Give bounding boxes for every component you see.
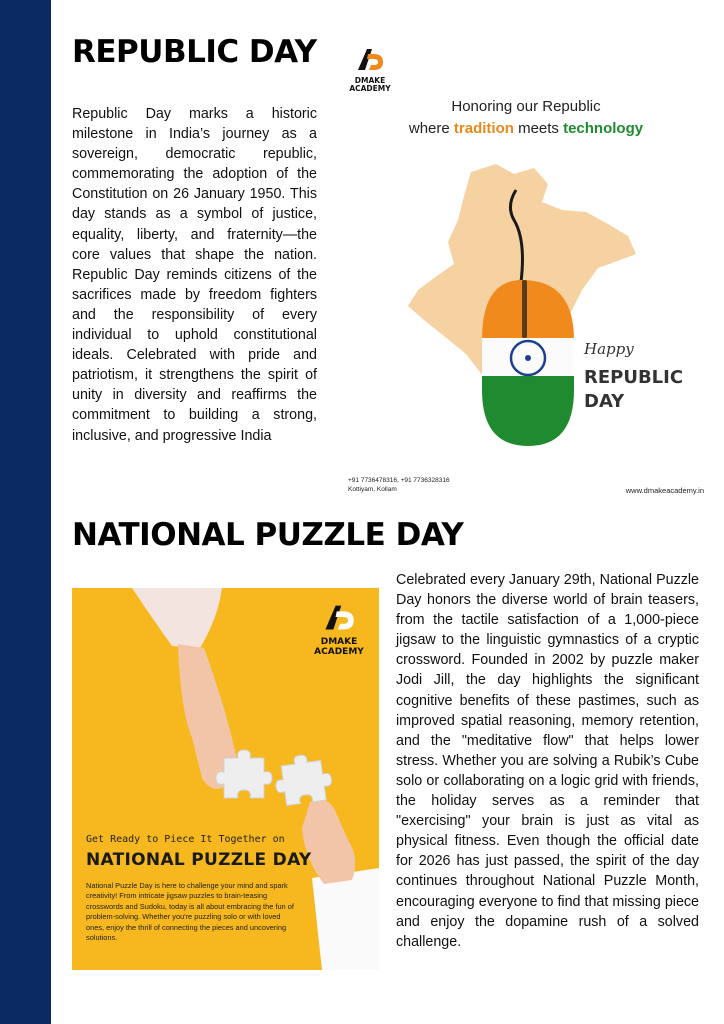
poster-phones: +91 7736478316, +91 7736328316	[348, 477, 450, 484]
dmake-logo	[344, 46, 396, 93]
puzzle-piece-right	[272, 751, 334, 806]
upper-hand-sleeve	[132, 588, 222, 648]
puzzle-day-poster	[72, 588, 379, 970]
republic-day-poster-text	[584, 366, 683, 414]
computer-mouse-flag	[482, 280, 574, 446]
puzzle-poster-tagline: Get Ready to Piece It Together on	[86, 834, 285, 845]
lower-hand-sleeve	[312, 868, 379, 970]
tagline-prefix: where	[408, 120, 454, 137]
lower-hand	[302, 799, 355, 884]
happy-script-text: Happy	[584, 340, 634, 358]
tagline-technology: technology	[563, 120, 644, 137]
poster-tagline-2	[336, 120, 716, 137]
puzzle-poster-body: National Puzzle Day is here to challenge your mind and spark creativity! From intricate jigsaw puzzles to brain-teasing crosswords and Sudoku, today is all about embracing the fun of problem-solving. Whether you're puzzling solo or with loved ones, enjoy the thrill of connecting the pieces and uncovering solutions.	[86, 881, 294, 943]
poster-contact	[348, 476, 450, 494]
logo-name-line2: ACADEMY	[314, 647, 364, 657]
republic-day-paragraph: Republic Day marks a historic milestone in India’s journey as a sovereign, democratic republic, commemorating the adoption of the Constitution on 26 January 1950. This day stands as a symbol of justice, equality, liberty, and fraternity—the core values that shape the nation. Republic Day reminds citizens of the sacrifices made by freedom fighters and the responsibility of every individual to uphold constitutional ideals. Celebrated with pride and patriotism, it strengthens the spirit of unity in diversity and reaffirms the commitment to building a strong, inclusive, and progressive India	[72, 106, 317, 444]
republic-day-heading: REPUBLIC DAY	[72, 34, 317, 70]
dmake-logo-icon	[355, 46, 385, 72]
tagline-tradition: tradition	[453, 120, 514, 137]
logo-name-line2: ACADEMY	[349, 84, 391, 93]
poster-location: Kottiyam, Kollam	[348, 486, 397, 493]
poster-website: www.dmakeacademy.in	[625, 486, 704, 495]
puzzle-day-heading: NATIONAL PUZZLE DAY	[72, 517, 464, 553]
logo-name-line1: DMAKE	[354, 76, 386, 85]
poster-tagline-1: Honoring our Republic	[451, 98, 601, 115]
dmake-logo-icon	[322, 602, 356, 632]
tagline-mid: meets	[513, 120, 564, 137]
poster-day-word: DAY	[584, 391, 625, 412]
logo-name-line1: DMAKE	[320, 637, 358, 647]
side-accent-bar	[0, 0, 51, 1024]
republic-day-poster	[336, 40, 716, 500]
puzzle-day-paragraph: Celebrated every January 29th, National Puzzle Day honors the diverse world of brain teasers, from the tactile satisfaction of a 1,000-piece jigsaw to the linguistic gymnastics of a cryptic crossword. Founded in 2002 by puzzle maker Jodi Jill, the day highlights the significant cognitive benefits of these pastimes, such as improved spatial reasoning, memory retention, and the "meditative flow" that helps lower stress. Whether you are solving a Rubik’s Cube solo or collaborating on a logic grid with friends, the holiday serves as a reminder that "exercising" your brain is just as vital as physical fitness. Even though the official date for 2026 has just passed, the spirit of the day continues throughout National Puzzle Month, encouraging everyone to find that missing piece and enjoy the dopamine rush of a solved challenge.	[396, 572, 699, 950]
dmake-logo-puzzle	[306, 602, 372, 657]
poster-republic-word: REPUBLIC	[584, 367, 684, 388]
puzzle-poster-title: NATIONAL PUZZLE DAY	[86, 850, 312, 870]
